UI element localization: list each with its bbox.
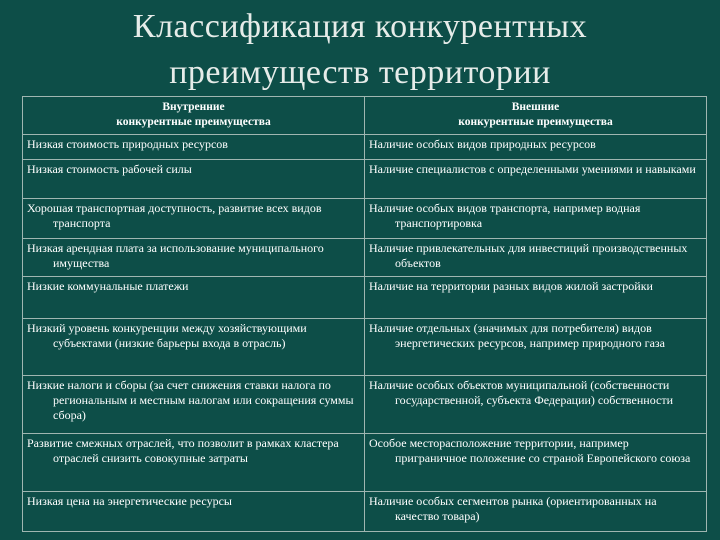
- external-advantage-text: Наличие особых объектов муниципальной (собственности государственной, субъекта Федерации) собственности: [369, 378, 673, 407]
- external-advantage-text: Наличие особых видов природных ресурсов: [369, 137, 596, 151]
- page-title: [0, 4, 720, 96]
- internal-advantage-text: Низкая цена на энергетические ресурсы: [27, 494, 232, 508]
- table-row: [23, 199, 707, 239]
- internal-advantage-cell: [23, 239, 365, 277]
- external-advantage-cell: [365, 319, 707, 376]
- table-row: [23, 277, 707, 319]
- internal-advantage-text: Низкая стоимость природных ресурсов: [27, 137, 228, 151]
- internal-advantage-cell: [23, 160, 365, 199]
- header-external: [365, 97, 707, 135]
- external-advantage-cell: [365, 277, 707, 319]
- internal-advantage-cell: [23, 376, 365, 434]
- header-internal: [23, 97, 365, 135]
- internal-advantage-cell: [23, 492, 365, 532]
- external-advantage-cell: [365, 160, 707, 199]
- internal-advantage-cell: [23, 135, 365, 160]
- internal-advantage-cell: [23, 434, 365, 492]
- title-line-1: Классификация конкурентных: [132, 8, 588, 45]
- header-internal-line-2: конкурентные преимущества: [116, 116, 271, 128]
- header-internal-line-1: Внутренние: [162, 101, 225, 113]
- internal-advantage-cell: [23, 199, 365, 239]
- external-advantage-cell: [365, 376, 707, 434]
- header-external-line-1: Внешние: [511, 101, 560, 113]
- internal-advantage-text: Развитие смежных отраслей, что позволит в рамках кластера отраслей снизить совокупные затраты: [27, 436, 339, 465]
- table-row: [23, 135, 707, 160]
- external-advantage-text: Наличие привлекательных для инвестиций производственных объектов: [369, 241, 688, 270]
- external-advantage-text: Особое месторасположение территории, например приграничное положение со страной Европейского союза: [369, 436, 691, 465]
- internal-advantage-text: Хорошая транспортная доступность, развитие всех видов транспорта: [27, 201, 322, 230]
- external-advantage-text: Наличие отдельных (значимых для потребителя) видов энергетических ресурсов, например природного газа: [369, 321, 665, 350]
- internal-advantage-cell: [23, 277, 365, 319]
- table-row: [23, 376, 707, 434]
- external-advantage-text: Наличие особых сегментов рынка (ориентированных на качество товара): [369, 494, 657, 523]
- external-advantage-cell: [365, 135, 707, 160]
- external-advantage-text: Наличие особых видов транспорта, например водная транспортировка: [369, 201, 641, 230]
- internal-advantage-text: Низкие налоги и сборы (за счет снижения ставки налога по региональным и местным налогам или сокращения суммы сбора): [27, 378, 354, 422]
- table-header-row: [23, 97, 707, 135]
- internal-advantage-text: Низкий уровень конкуренции между хозяйствующими субъектами (низкие барьеры входа в отрасль): [27, 321, 307, 350]
- external-advantage-cell: [365, 239, 707, 277]
- table-row: [23, 319, 707, 376]
- internal-advantage-text: Низкие коммунальные платежи: [27, 279, 189, 293]
- internal-advantage-cell: [23, 319, 365, 376]
- table-row: [23, 434, 707, 492]
- external-advantage-text: Наличие на территории разных видов жилой застройки: [369, 279, 653, 293]
- table-row: [23, 239, 707, 277]
- external-advantage-cell: [365, 199, 707, 239]
- internal-advantage-text: Низкая арендная плата за использование муниципального имущества: [27, 241, 324, 270]
- external-advantage-cell: [365, 434, 707, 492]
- internal-advantage-text: Низкая стоимость рабочей силы: [27, 162, 192, 176]
- table-row: [23, 160, 707, 199]
- comparison-table: [22, 96, 707, 532]
- title-line-2: преимуществ территории: [169, 54, 551, 91]
- table-row: [23, 492, 707, 532]
- header-external-line-2: конкурентные преимущества: [458, 116, 613, 128]
- external-advantage-text: Наличие специалистов с определенными умениями и навыками: [369, 162, 696, 176]
- external-advantage-cell: [365, 492, 707, 532]
